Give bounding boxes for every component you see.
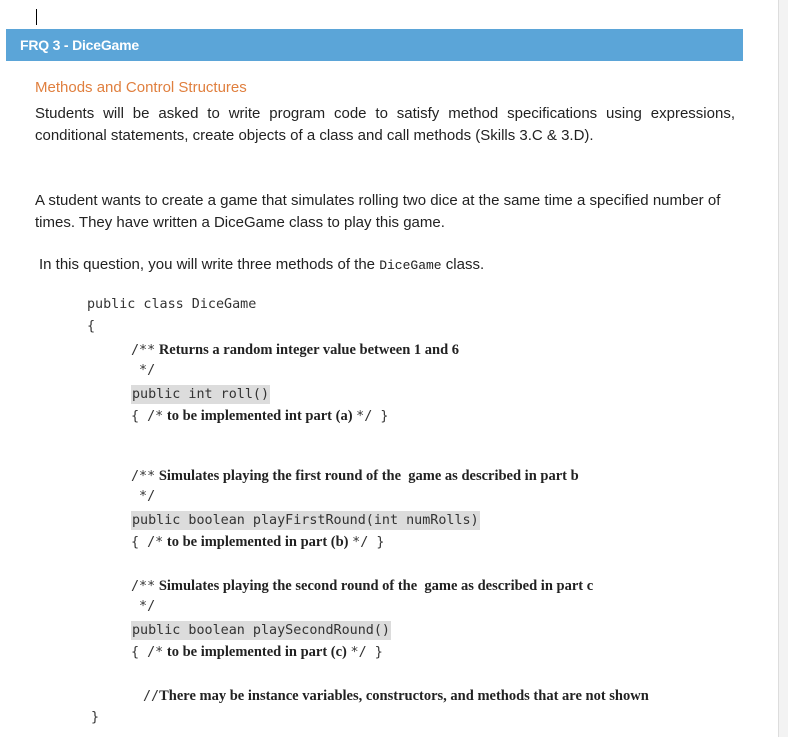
section-heading: Methods and Control Structures [35,79,247,96]
roll-comment-end: */ [131,363,156,378]
hidden-members-comment: //There may be instance variables, constructors, and methods that are not shown [143,688,649,704]
roll-signature: public int roll() [132,387,270,402]
play-second-round-signature: public boolean playSecondRound() [132,623,390,638]
class-close-brace: } [91,710,100,725]
play-first-round-signature: public boolean playFirstRound(int numRolls) [132,513,479,528]
text-cursor [36,9,37,25]
play-first-round-comment: /** Simulates playing the first round of the game as described in part b [131,468,579,484]
skills-paragraph: Students will be asked to write program code to satisfy method specifications using expressions, conditional statements, create objects of a class and call methods (Skills 3.C & 3.D). [35,105,735,144]
page-title: FRQ 3 - DiceGame [20,37,139,53]
intro-text-before: In this question, you will write three methods of the [39,256,380,273]
intro-class-name: DiceGame [379,258,442,273]
scrollbar-track[interactable] [778,0,788,737]
intro-text-after: class. [441,256,485,273]
play-second-round-body: { /* to be implemented in part (c) */ } [131,644,383,660]
scenario-paragraph: A student wants to create a game that simulates rolling two dice at the same time a specified number of times. They have written a DiceGame class to play this game. [35,192,721,231]
play-second-round-comment: /** Simulates playing the second round of the game as described in part c [131,578,594,594]
class-declaration: public class DiceGame [87,297,257,312]
roll-body: { /* to be implemented int part (a) */ } [131,408,389,424]
play-second-round-comment-end: */ [131,599,156,614]
play-first-round-body: { /* to be implemented in part (b) */ } [131,534,385,550]
class-open-brace: { [87,319,96,334]
roll-comment: /** Returns a random integer value between 1 and 6 [131,342,460,358]
title-banner [6,29,743,61]
question-intro [39,256,484,273]
play-first-round-comment-end: */ [131,489,156,504]
